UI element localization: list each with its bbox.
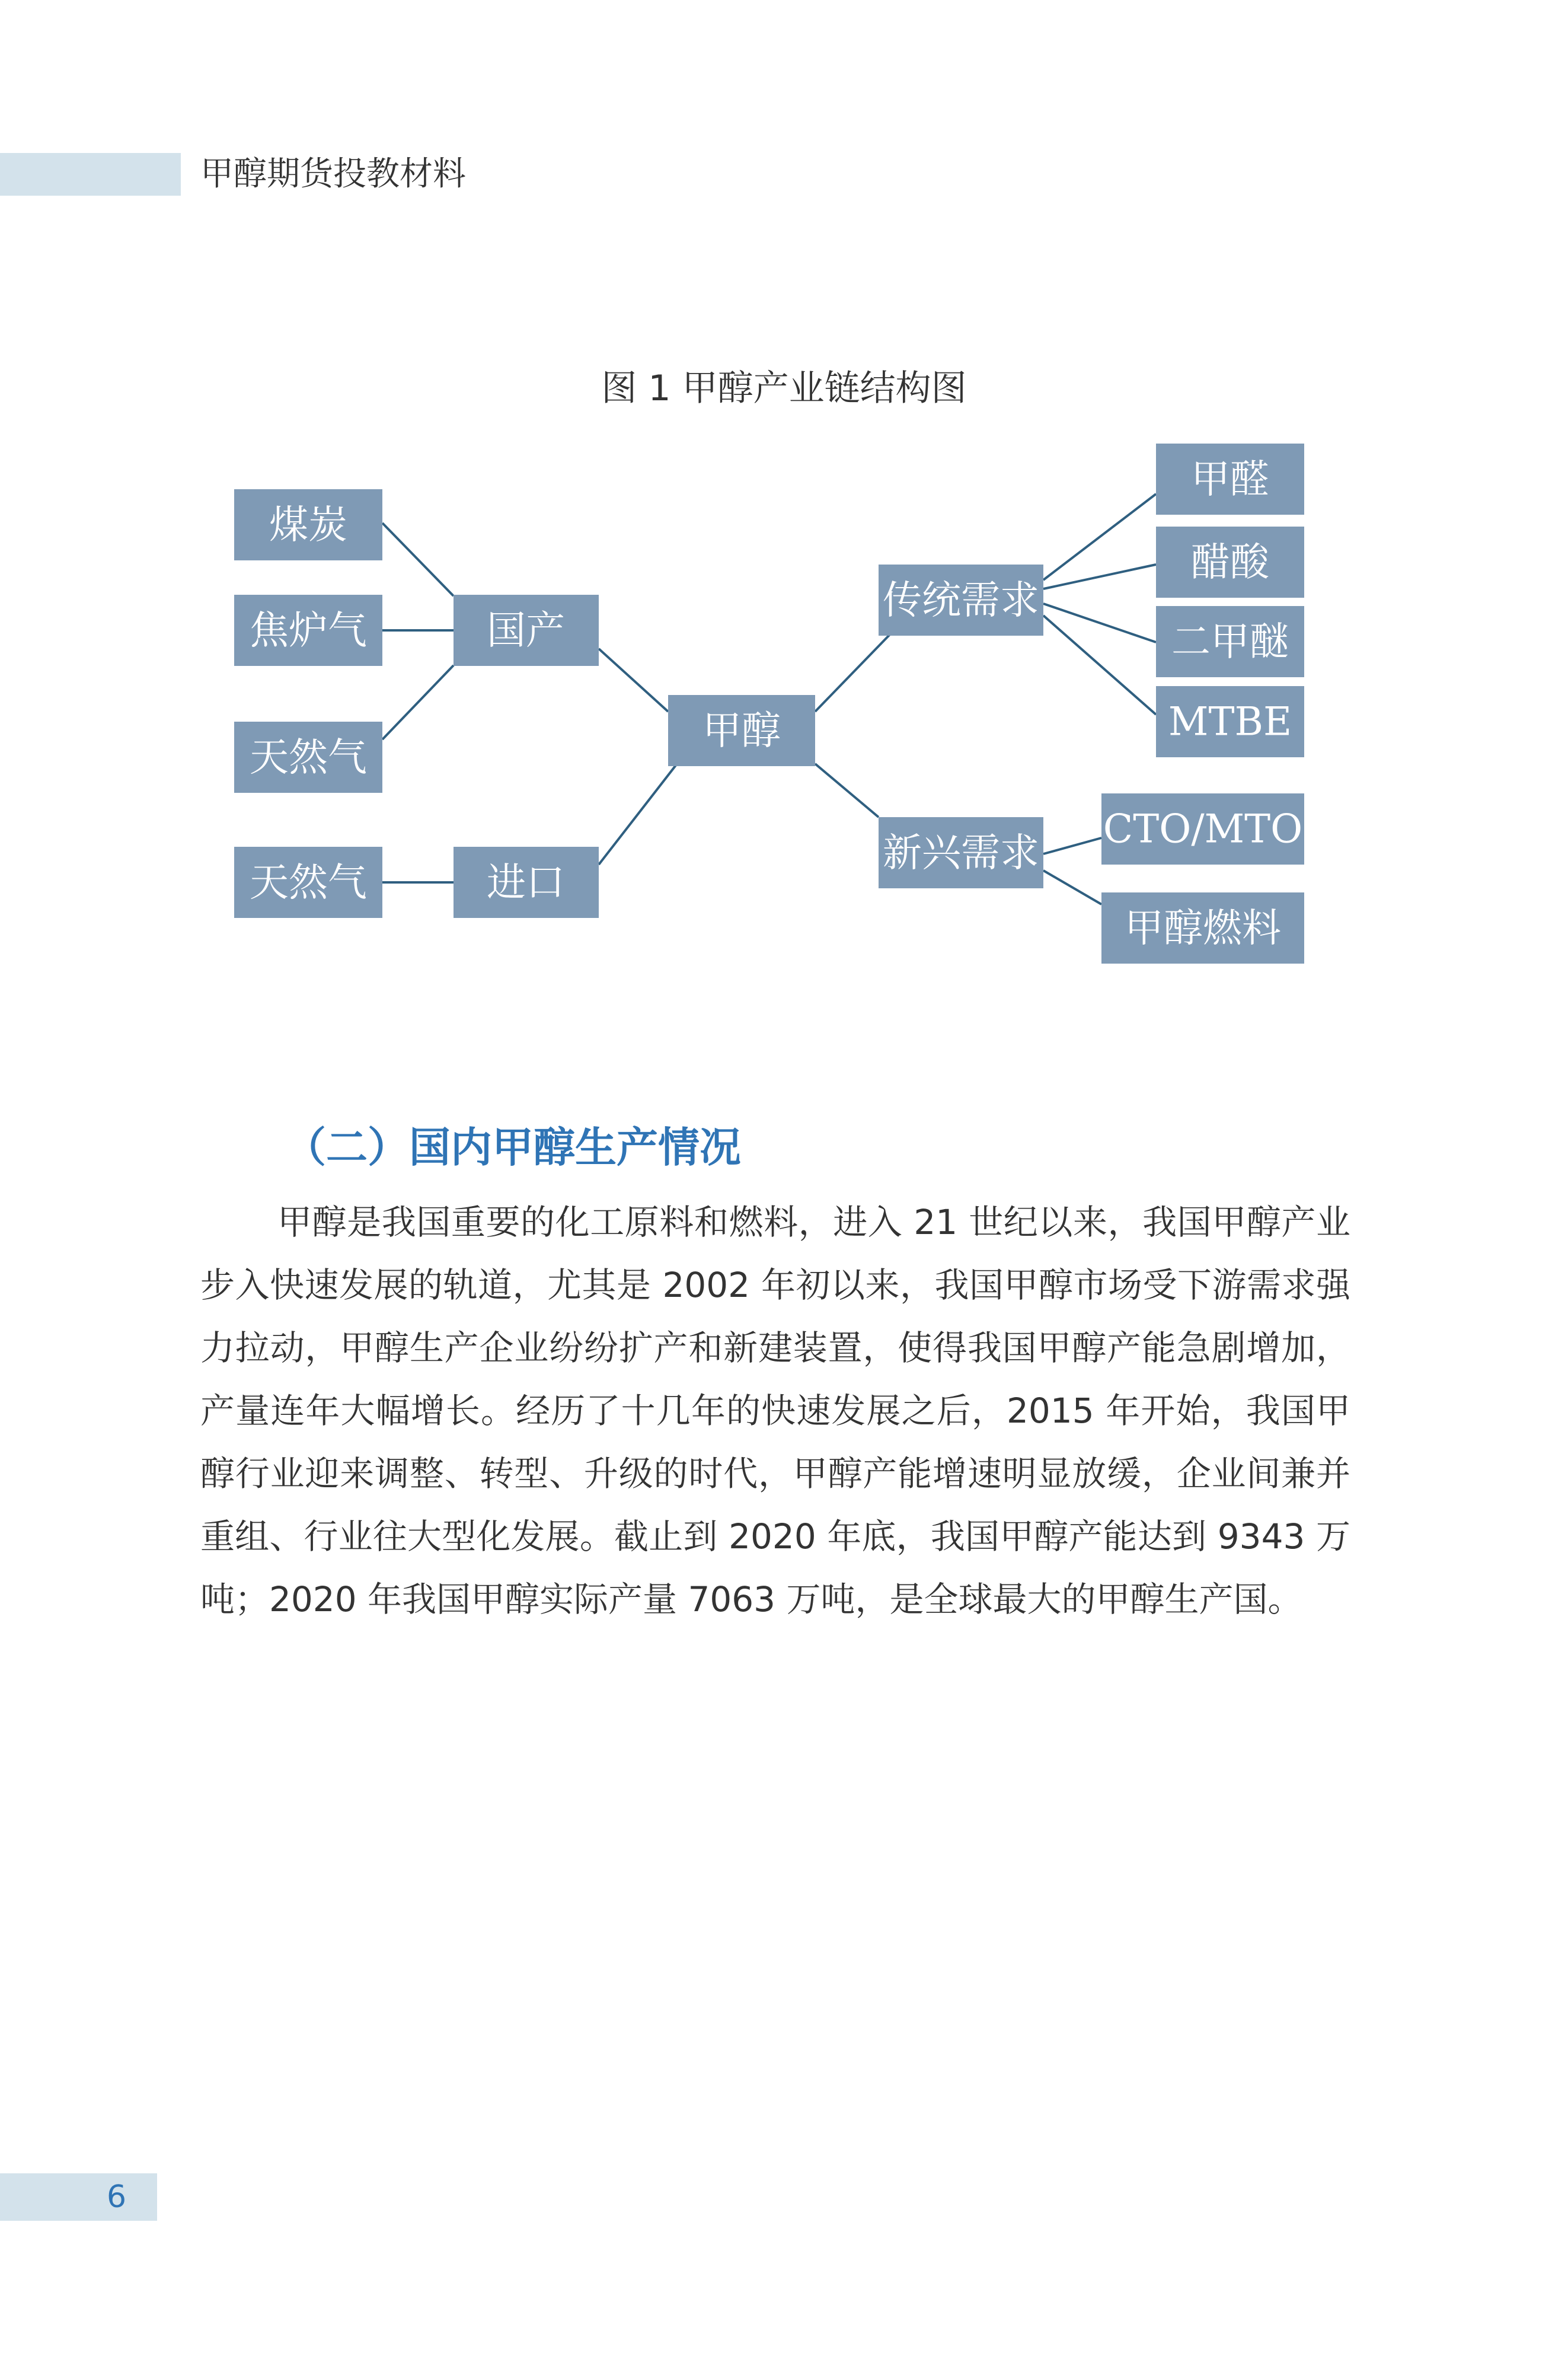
edge-methanol-emerging: [815, 764, 879, 817]
node-acetic-acid-label: 醋酸: [1191, 539, 1269, 585]
figure-caption: 图 1 甲醇产业链结构图: [601, 368, 967, 409]
edge-natural-gas-domestic: [382, 665, 454, 739]
node-cto-mto-label: CTO/MTO: [1103, 806, 1303, 852]
node-domestic-label: 国产: [487, 607, 565, 653]
node-coke-oven-gas-label: 焦炉气: [250, 607, 367, 653]
node-emerging-demand-label: 新兴需求: [883, 830, 1039, 876]
section-heading: （二）国内甲醇生产情况: [285, 1123, 741, 1172]
edge-emerging-methanol-fuel: [1043, 871, 1101, 904]
node-coal-label: 煤炭: [269, 502, 347, 548]
edge-traditional-dme: [1043, 604, 1156, 642]
page-number-bar: [0, 2173, 157, 2221]
body-paragraph: 甲醇是我国重要的化工原料和燃料，进入 21 世纪以来，我国甲醇产业步入快速发展的轨道，尤其是 2002 年初以来，我国甲醇市场受下游需求强力拉动，甲醇生产企业纷纷扩产和新建装置，使得我国甲醇产能急剧增加，产量连年大幅增长。经历了十几年的快速发展之后，2015 年开始，我国甲醇行业迎来调整、转型、升级的时代，甲醇产能增速明显放缓，企业间兼并重组、行业往大型化发展。截止到 2020 年底，我国甲醇产能达到 9343 万吨；2020 年我国甲醇实际产量 7063 万吨，是全球最大的甲醇生产国。: [200, 1202, 1350, 1619]
page-number: 6: [107, 2179, 127, 2215]
node-methanol-fuel-label: 甲醇燃料: [1125, 905, 1281, 951]
edge-emerging-cto-mto: [1043, 838, 1101, 854]
edge-coal-domestic: [382, 523, 454, 596]
node-methanol-label: 甲醇: [702, 707, 781, 754]
node-import-label: 进口: [487, 859, 565, 906]
edge-traditional-mtbe: [1043, 616, 1156, 715]
header-title: 甲醇期货投教材料: [200, 155, 466, 193]
node-natural-gas-domestic-label: 天然气: [250, 734, 367, 780]
node-formaldehyde-label: 甲醛: [1191, 456, 1269, 502]
edge-domestic-methanol: [599, 649, 668, 712]
node-natural-gas-import-label: 天然气: [250, 859, 367, 906]
node-dme-label: 二甲醚: [1171, 618, 1289, 665]
methanol-industry-chain-diagram: [0, 0, 1568, 1008]
node-traditional-demand-label: 传统需求: [883, 577, 1039, 623]
node-mtbe-label: MTBE: [1168, 699, 1292, 745]
edge-import-methanol: [599, 764, 677, 865]
edge-methanol-traditional: [815, 633, 891, 712]
